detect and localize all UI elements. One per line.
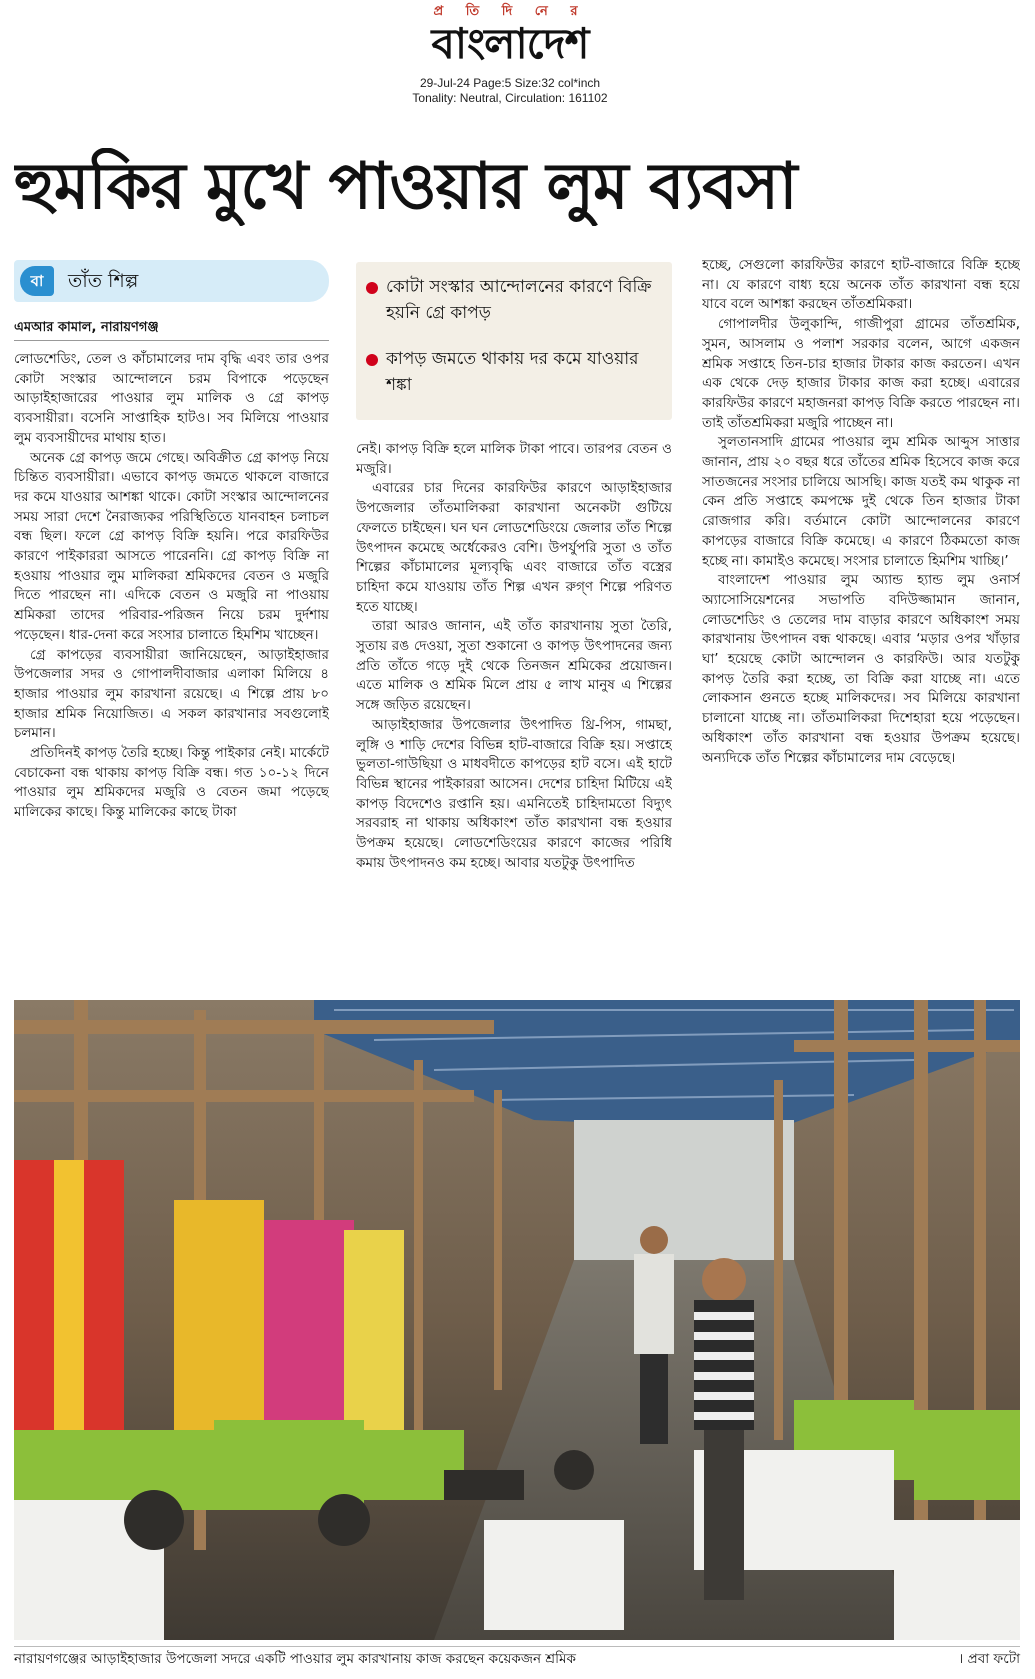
paragraph: সুলতানসাদি গ্রামের পাওয়ার লুম শ্রমিক আব্দুস সাত্তার জানান, প্রায় ২০ বছর ধরে তাঁতের শ্রমিক হিসেবে কাজ করে সাতজনের সংসার চালিয়ে আসছি। কাজ যতই কম থাকুক না কেন প্রতি সপ্তাহে কমপক্ষে দুই থেকে তিন হাজার টাকা রোজগার করি। বর্তমানে কোটা আন্দোলনের কারণে কাপড়ের বাজারে বিক্রি কমেছে। এ কারণে ঠিকমতো কাজ হচ্ছে না। কামাইও কমেছে। সংসার চালাতে হিমশিম খাচ্ছি।’ — [702, 434, 1020, 569]
paragraph: এবারের চার দিনের কারফিউর কারণে আড়াইহাজার উপজেলার তাঁতমালিকরা কারখানা অনেকটা গুটিয়ে ফেলতে চাইছেন। ঘন ঘন লোডশেডিংয়ে জেলার তাঁত শিল্পে উৎপাদন কমেছে অর্ধেকেরও বেশি। উপর্যুপরি সুতা ও তাঁত শিল্পের কাঁচামালের মূল্যবৃদ্ধি এবং বাজারে তাঁত বস্ত্রের চাহিদা কমে যাওয়ায় তাঁত শিল্প এখন রুগ্‌ণ শিল্পে পরিণত হতে যাচ্ছে। — [356, 480, 672, 615]
masthead — [380, 4, 640, 68]
red-bullet-icon — [366, 282, 378, 294]
section-tag — [14, 260, 329, 302]
photo-caption — [14, 1646, 1020, 1669]
paragraph: লোডশেডিং, তেল ও কাঁচামালের দাম বৃদ্ধি এবং তার ওপর কোটা সংস্কার আন্দোলনে চরম বিপাকে পড়েছেন আড়াইহাজারের পাওয়ার লুম মালিক ও গ্রে কাপড় ব্যবসায়ীরা। বসেনি সাপ্তাহিক হাটও। সব মিলিয়ে পাওয়ার লুম ব্যবসায়ীদের মাথায় হাত। — [14, 351, 329, 446]
article-column-1 — [14, 350, 329, 990]
section-badge-icon: বা — [20, 266, 54, 296]
clipping-meta-line1: 29-Jul-24 Page:5 Size:32 col*inch — [419, 76, 601, 90]
caption-text: নারায়ণগঞ্জের আড়াইহাজার উপজেলা সদরে একটি পাওয়ার লুম কারখানায় কাজ করছেন কয়েকজন শ্রমিক — [14, 1651, 576, 1667]
paragraph: প্রতিদিনই কাপড় তৈরি হচ্ছে। কিন্তু পাইকার নেই। মার্কেটে বেচাকেনা বন্ধ থাকায় কাপড় বিক্রি বন্ধ। গত ১০-১২ দিনে পাওয়ার লুম শ্রমিকদের মজুরি ও বেতন জমা পড়েছে মালিকের কাছে। কিন্তু মালিকের কাছে টাকা — [14, 745, 329, 821]
article-column-3 — [702, 256, 1020, 990]
highlight-text: কাপড় জমতে থাকায় দর কমে যাওয়ার শঙ্কা — [386, 349, 639, 395]
photo-credit: । প্রবা ফটো — [958, 1651, 1020, 1667]
section-label: তাঁত শিল্প — [68, 270, 139, 292]
article-headline: হুমকির মুখে পাওয়ার লুম ব্যবসা — [14, 150, 797, 224]
byline-divider — [14, 340, 329, 341]
newspaper-logo: বাংলাদেশ — [431, 19, 589, 68]
paragraph: গ্রে কাপড়ের ব্যবসায়ীরা জানিয়েছেন, আড়াইহাজার উপজেলার সদর ও গোপালদীবাজার এলাকা মিলিয়ে ৪ হাজার পাওয়ার লুম কারখানা রয়েছে। এ শিল্পে প্রায় ৮০ হাজার শ্রমিক নিয়োজিত। এ সকল কারখানার সবগুলোই চলমান। — [14, 646, 329, 742]
byline: এমআর কামাল, নারায়ণগঞ্জ — [14, 320, 159, 335]
paragraph: নেই। কাপড় বিক্রি হলে মালিক টাকা পাবে। তারপর বেতন ও মজুরি। — [356, 441, 672, 477]
factory-photo — [14, 1000, 1020, 1640]
highlight-item — [386, 346, 664, 398]
paragraph: গোপালদীর উলুকান্দি, গাজীপুরা গ্রামের তাঁতশ্রমিক, সুমন, আসলাম ও পলাশ সরকার বলেন, আগে একজন শ্রমিক সপ্তাহে তিন-চার হাজার টাকার কাজ করতেন। এখন এক থেকে দেড় হাজার টাকার কাজ করা হচ্ছে। এবারের কারফিউর কারণে মহাজনরা কাপড় বিক্রি করতে পারছেন না। তাই তাঁতশ্রমিকরা মজুরি পাচ্ছেন না। — [702, 316, 1020, 431]
paragraph: বাংলাদেশ পাওয়ার লুম অ্যান্ড হ্যান্ড লুম ওনার্স অ্যাসোসিয়েশনের সভাপতি বদিউজ্জামান জানান, লোডশেডিং ও তেলের দাম বাড়ার কারণে অধিকাংশ সময় কারখানায় উৎপাদন বন্ধ থাকছে। এবার ‘মড়ার ওপর খাঁড়ার ঘা’ হয়েছে কোটা আন্দোলন ও কারফিউ। আর যতটুকু কাপড় তৈরি করা হচ্ছে, তা বিক্রি করা যাচ্ছে না। এতে লোকসান গুনতে হচ্ছে মালিকদের। সব মিলিয়ে কারখানা চালানো যাচ্ছে না। তাঁতমালিকরা দিশেহারা হয়ে পড়েছেন। অধিকাংশ তাঁত কারখানা বন্ধ হওয়ার উপক্রম হয়েছে। অন্যদিকে তাঁত শিল্পের কাঁচামালের দাম বেড়েছে। — [702, 572, 1020, 766]
red-bullet-icon — [366, 354, 378, 366]
paragraph: হচ্ছে, সেগুলো কারফিউর কারণে হাট-বাজারে বিক্রি হচ্ছে না। যে কারণে বাধ্য হয়ে অনেক তাঁত কারখানা বন্ধ হয়ে যাবে বলে আশঙ্কা করছেন তাঁতশ্রমিকরা। — [702, 257, 1020, 313]
article-column-2 — [356, 440, 672, 990]
paragraph: অনেক গ্রে কাপড় জমে গেছে। অবিক্রীত গ্রে কাপড় নিয়ে চিন্তিত ব্যবসায়ীরা। এভাবে কাপড় জমতে থাকলে বাজারে দর কমে যাওয়ার আশঙ্কা থাকে। কোটা সংস্কার আন্দোলনের সময় সারা দেশে নৈরাজ্যকর পরিস্থিতিতে যানবাহন চলাচল বন্ধ ছিল। ফলে গ্রে কাপড় বিক্রি হয়নি। পরে কারফিউর কারণে পাইকাররা আসতে পারেননি। গ্রে কাপড় বিক্রি না হওয়ায় পাওয়ার লুম মালিকরা শ্রমিকদের বেতন ও মজুরি দিতে পারছেন না। এদিকে বেতন ও মজুরি না পাওয়ায় শ্রমিকরা তাদের পরিবার-পরিজন নিয়ে চরম দুর্দশায় পড়েছেন। ধার-দেনা করে সংসার চালাতে হিমশিম খাচ্ছেন। — [14, 449, 329, 643]
paragraph: তারা আরও জানান, এই তাঁত কারখানায় সুতা তৈরি, সুতায় রঙ দেওয়া, সুতা শুকানো ও কাপড় উৎপাদনের জন্য প্রতি তাঁতে গড়ে দুই থেকে তিনজন শ্রমিকের প্রয়োজন। এতে মালিক ও শ্রমিক মিলে প্রায় ৫ লাখ মানুষ এ শিল্পের সঙ্গে জড়িত রয়েছেন। — [356, 618, 672, 714]
highlights-box — [356, 262, 672, 420]
worker-figure — [634, 1226, 674, 1444]
clipping-meta-line2: Tonality: Neutral, Circulation: 161102 — [412, 91, 608, 105]
clipping-meta — [380, 76, 640, 106]
highlight-text: কোটা সংস্কার আন্দোলনের কারণে বিক্রি হয়নি গ্রে কাপড় — [386, 277, 652, 323]
paragraph: আড়াইহাজার উপজেলার উৎপাদিত থ্রি-পিস, গামছা, লুঙ্গি ও শাড়ি দেশের বিভিন্ন হাট-বাজারে বিক্রি হয়। সপ্তাহে ভুলতা-গাউছিয়া ও মাধবদীতে কাপড়ের হাট বসে। এই হাটে বিভিন্ন স্থানের পাইকাররা আসেন। দেশের চাহিদা মিটিয়ে এই কাপড় বিদেশেও রপ্তানি হয়। এমনিতেই চাহিদামতো বিদ্যুৎ সরবরাহ না থাকায় অধিকাংশ তাঁত কারখানা বন্ধ হওয়ার উপক্রম হয়েছে। লোডশেডিংয়ের কারণে কাজের পরিধি কমায় উৎপাদনও কম হচ্ছে। আবার যতটুকু উৎপাদিত — [356, 716, 672, 871]
masthead-kicker: প্র তি দি নে র — [433, 4, 587, 19]
highlight-item — [386, 274, 664, 326]
